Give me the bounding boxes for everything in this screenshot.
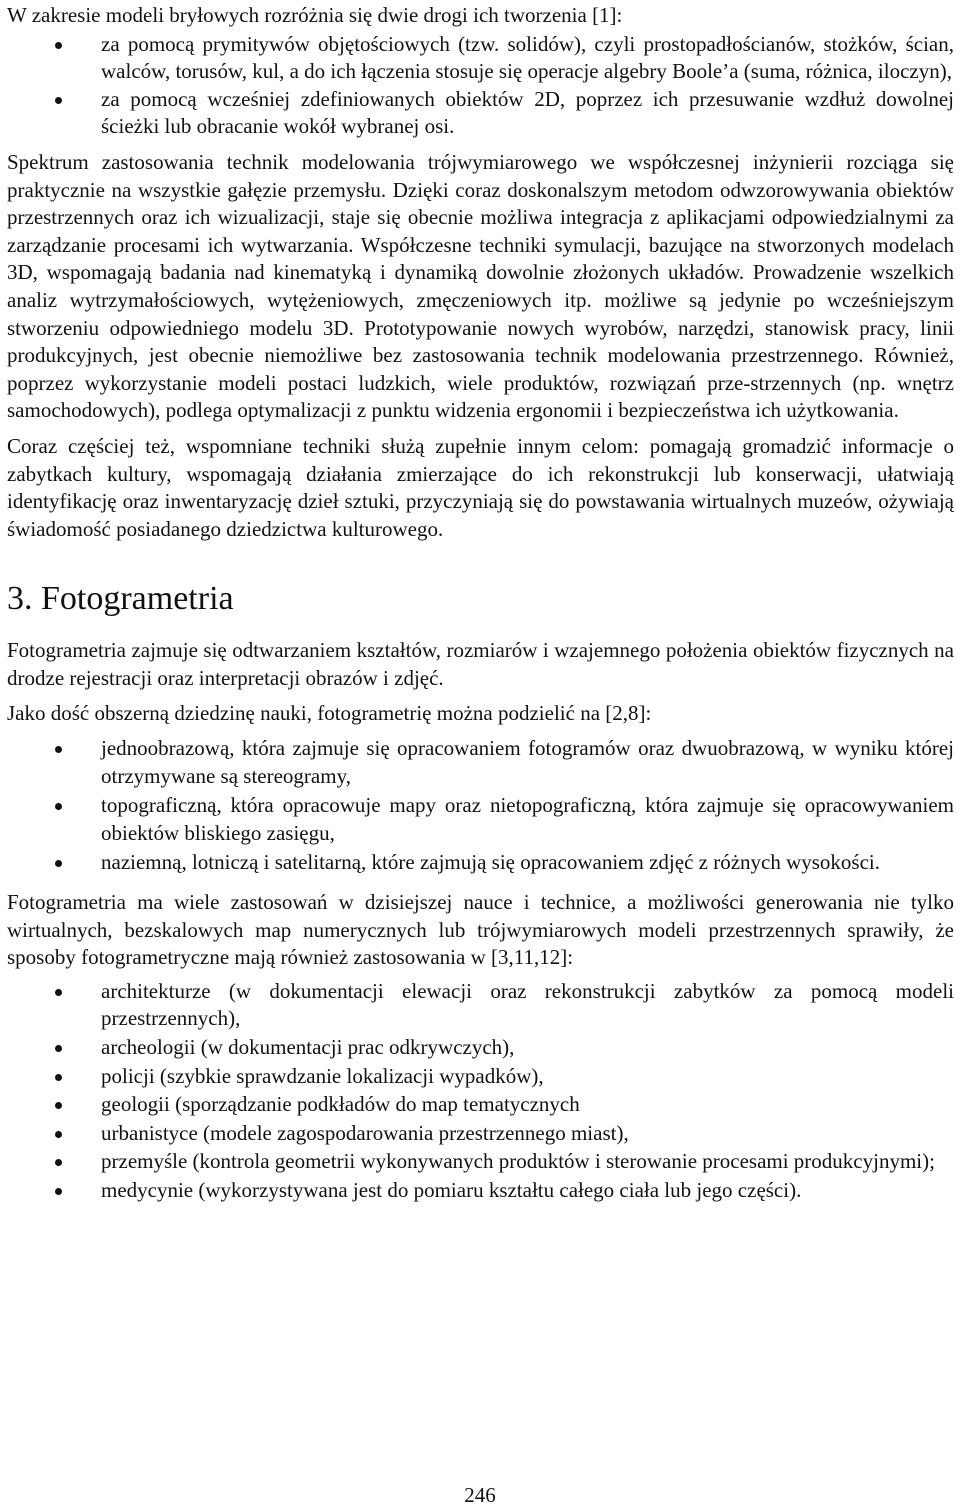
modeling-methods-list — [7, 31, 954, 141]
bullet-icon — [55, 1074, 62, 1081]
list-item — [7, 31, 954, 86]
section-heading: 3. Fotogrametria — [7, 580, 234, 618]
applications-list — [7, 978, 954, 1206]
list-item-text: przemyśle (kontrola geometrii wykonywanych produktów i sterowanie procesami produkcyjnymi); — [101, 1149, 935, 1174]
list-item — [7, 1091, 954, 1120]
list-item — [7, 735, 954, 792]
page-number: 246 — [464, 1483, 496, 1507]
list-item — [7, 1177, 954, 1206]
list-item-text: za pomocą wcześniej zdefiniowanych obiektów 2D, poprzez ich przesuwanie wzdłuż dowolnej ścieżki lub obracanie wokół wybranej osi. — [101, 86, 954, 139]
paragraph-heritage: Coraz częściej też, wspomniane techniki służą zupełnie innym celom: pomagają gromadzić informacje o zabytkach kultury, wspomagają działania zmierzające do ich rekonstrukcji lub konserwacji, ułatwiają identyfikację oraz inwentaryzację dzieł sztuki, przyczyniają się do powstawania wirtualnych muzeów, ożywiają świadomość posiadanego dziedzictwa kulturowego. — [7, 433, 954, 541]
bullet-icon — [55, 1045, 62, 1052]
list-item — [7, 792, 954, 849]
list-item-text: topograficzną, która opracowuje mapy oraz nietopograficzną, która zajmuje się opracowywaniem obiektów bliskiego zasięgu, — [101, 793, 954, 845]
list-item — [7, 1120, 954, 1149]
bullet-icon — [55, 746, 62, 753]
bullet-icon — [55, 1188, 62, 1195]
list-item — [7, 86, 954, 141]
list-item-text: architekturze (w dokumentacji elewacji oraz rekonstrukcji zabytków za pomocą modeli przestrzennych), — [101, 978, 954, 1031]
photogrammetry-types-list — [7, 735, 954, 879]
list-item-text: medycynie (wykorzystywana jest do pomiaru kształtu całego ciała lub jego części). — [101, 1177, 802, 1202]
paragraph-division: Jako dość obszerną dziedzinę nauki, fotogrametrię można podzielić na [2,8]: — [7, 701, 652, 726]
list-item-text: urbanistyce (modele zagospodarowania przestrzennego miast), — [101, 1120, 629, 1145]
bullet-icon — [55, 97, 62, 104]
list-item — [7, 849, 954, 879]
list-item — [7, 978, 954, 1034]
list-item — [7, 1148, 954, 1177]
bullet-icon — [55, 989, 62, 996]
bullet-icon — [55, 860, 62, 867]
intro-paragraph: W zakresie modeli bryłowych rozróżnia się dwie drogi ich tworzenia [1]: — [7, 3, 623, 27]
list-item-text: jednoobrazową, która zajmuje się opracowaniem fotogramów oraz dwuobrazową, w wyniku której otrzymywane są stereogramy, — [101, 736, 954, 788]
list-item-text: policji (szybkie sprawdzanie lokalizacji wypadków), — [101, 1063, 544, 1088]
list-item-text: archeologii (w dokumentacji prac odkrywczych), — [101, 1035, 515, 1059]
bullet-icon — [55, 1102, 62, 1109]
document-page — [7, 0, 954, 1206]
list-item — [7, 1034, 954, 1063]
list-item-text: geologii (sporządzanie podkładów do map tematycznych — [101, 1092, 580, 1117]
paragraph-applications: Spektrum zastosowania technik modelowania trójwymiarowego we współczesnej inżynierii rozciąga się praktycznie na wszystkie gałęzie przemysłu. Dzięki coraz doskonalszym metodom odwzorowywania obiektów przestrzennych oraz ich wizualizacji, staje się obecnie możliwa integracja z aplikacjami odpowiedzialnymi za zarządzanie procesami ich wytwarzania. Współczesne techniki symulacji, bazujące na stworzonych modelach 3D, wspomagają badania nad kinematyką i dynamiką dowolnie złożonych układów. Prowadzenie wszelkich analiz wytrzymałościowych, wytężeniowych, zmęczeniowych itp. możliwe są jedynie po wcześniejszym stworzeniu odpowiedniego modelu 3D. Prototypowanie nowych wyrobów, narzędzi, stanowisk pracy, linii produkcyjnych, jest obecnie niemożliwe bez zastosowania technik modelowania przestrzennego. Również, poprzez wykorzystanie modeli postaci ludzkich, wiele produktów, rozwiązań prze-strzennych (np. wnętrz samochodowych), podlega optymalizacji z punktu widzenia ergonomii i bezpieczeństwa ich użytkowania. — [7, 149, 954, 423]
bullet-icon — [55, 1131, 62, 1138]
list-item-text: naziemną, lotniczą i satelitarną, które zajmują się opracowaniem zdjęć z różnych wysokości. — [101, 850, 881, 875]
paragraph-uses: Fotogrametria ma wiele zastosowań w dzisiejszej nauce i technice, a możliwości generowania nie tylko wirtualnych, bezskalowych map numerycznych lub trójwymiarowych modeli przestrzennych sprawiły, że sposoby fotogrametryczne mają również zastosowania w [3,11,12]: — [7, 890, 954, 970]
bullet-icon — [55, 1159, 62, 1166]
bullet-icon — [55, 803, 62, 810]
bullet-icon — [55, 42, 62, 49]
list-item-text: za pomocą prymitywów objętościowych (tzw. solidów), czyli prostopadłościanów, stożków, ścian, walców, torusów, kul, a do ich łączenia stosuje się operacje algebry Boole’a (suma, różnica, iloczyn), — [101, 31, 954, 84]
paragraph-definition: Fotogrametria zajmuje się odtwarzaniem kształtów, rozmiarów i wzajemnego położenia obiektów fizycznych na drodze rejestracji oraz interpretacji obrazów i zdjęć. — [7, 638, 954, 690]
list-item — [7, 1063, 954, 1092]
